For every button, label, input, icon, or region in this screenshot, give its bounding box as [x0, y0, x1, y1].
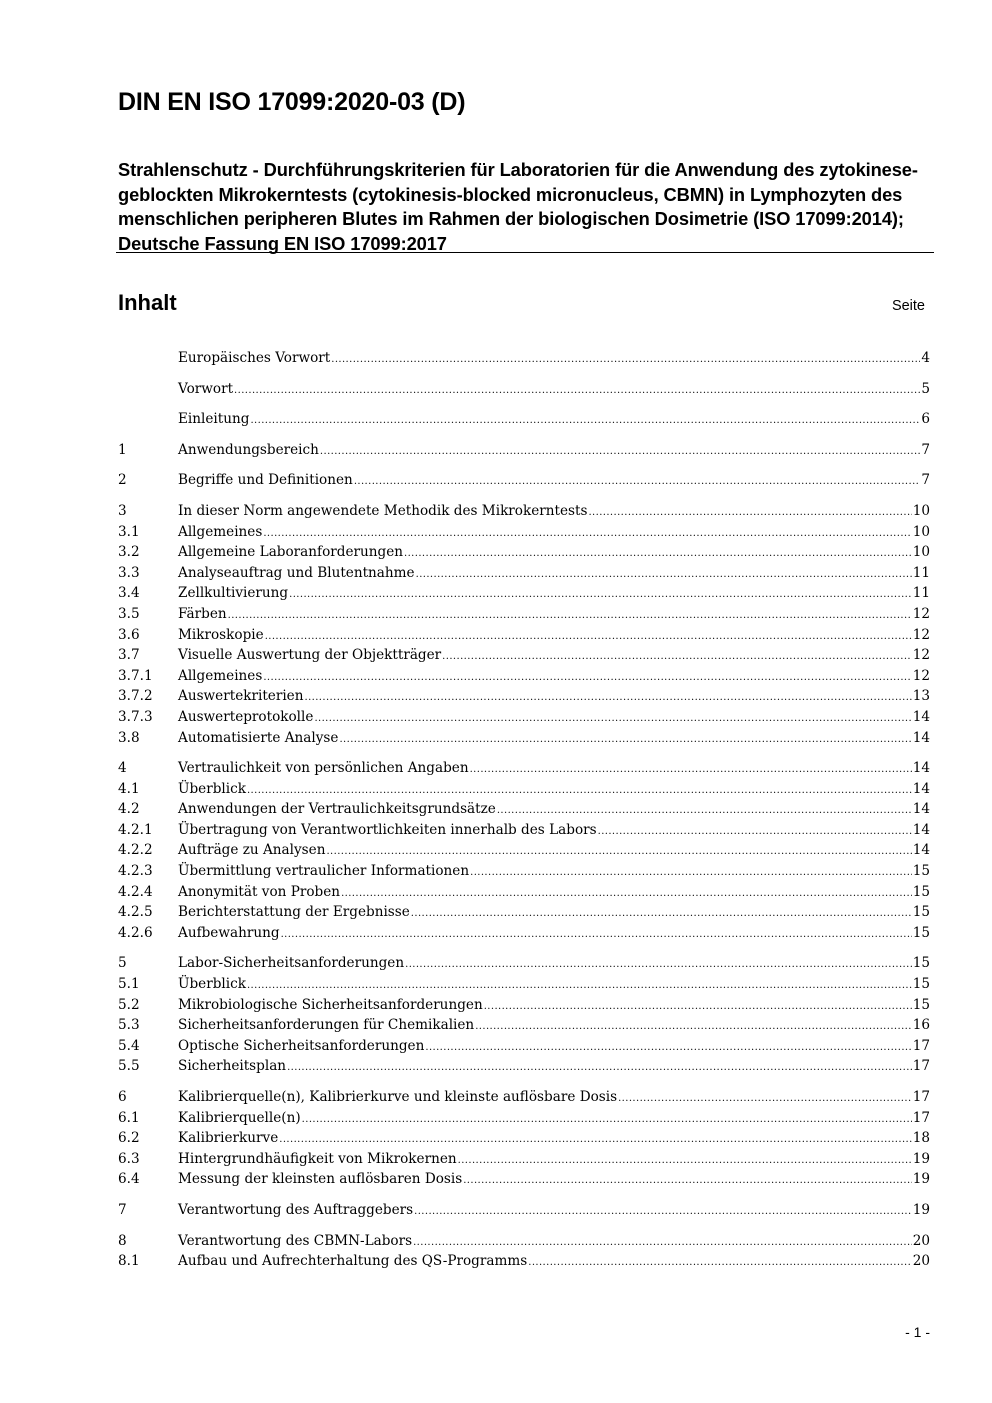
toc-entry[interactable]	[118, 666, 930, 687]
toc-entry-title: Labor-Sicherheitsanforderungen	[178, 955, 405, 972]
toc-entry-title: Verantwortung des Auftraggebers	[178, 1201, 414, 1218]
toc-entry[interactable]	[118, 1056, 930, 1077]
toc-entry-number: 3.8	[118, 729, 140, 746]
toc-entry-title: Kalibrierkurve	[178, 1130, 279, 1147]
toc-entry-number: 4.2.1	[118, 821, 153, 838]
toc-dot-leader	[588, 503, 911, 524]
toc-dot-leader	[341, 884, 912, 905]
toc-entry-page: 14	[912, 821, 930, 838]
toc-entry-number: 6.1	[118, 1109, 140, 1126]
toc-entry-number: 3.5	[118, 605, 140, 622]
document-title: Strahlenschutz - Durchführungskriterien für Laboratorien für die Anwendung des zytokinese-geblockten Mikrokerntests (cytokinesis-blocked micronucleus, CBMN) in Lymphozyten des menschlichen peripheren Blutes im Rahmen der biologischen Dosimetrie (ISO 17099:2014); Deutsche Fassung EN ISO 17099:2017	[118, 159, 918, 254]
toc-entry[interactable]	[118, 1169, 930, 1190]
toc-entry-page: 19	[912, 1201, 930, 1218]
toc-entry[interactable]	[118, 440, 930, 461]
toc-entry-number: 4.2.2	[118, 842, 153, 859]
toc-dot-leader	[416, 565, 912, 586]
toc-entry-page: 6	[921, 411, 930, 428]
toc-entry-title: Optische Sicherheitsanforderungen	[178, 1037, 425, 1054]
toc-entry-page: 7	[921, 472, 930, 489]
toc-entry-page: 15	[912, 863, 930, 880]
toc-entry[interactable]	[118, 501, 930, 522]
toc-entry-title: Zellkultivierung	[178, 585, 289, 602]
toc-entry[interactable]	[118, 974, 930, 995]
toc-entry-title: Visuelle Auswertung der Objektträger	[178, 647, 442, 664]
toc-entry-page: 11	[912, 564, 930, 581]
toc-entry-number: 5	[118, 955, 127, 972]
toc-entry-page: 12	[912, 626, 930, 643]
toc-entry-number: 4.2.5	[118, 904, 153, 921]
toc-entry-page: 20	[912, 1253, 930, 1270]
toc-entry-title: Aufträge zu Analysen	[178, 842, 326, 859]
toc-entry-title: Färben	[178, 605, 227, 622]
toc-entry-number: 7	[118, 1201, 127, 1218]
toc-entry-title: Sicherheitsplan	[178, 1058, 287, 1075]
toc-entry-title: Einleitung	[178, 411, 250, 428]
toc-entry-page: 14	[912, 801, 930, 818]
toc-entry-title: Automatisierte Analyse	[178, 729, 339, 746]
toc-entry-title: Hintergrundhäufigkeit von Mikrokernen	[178, 1150, 457, 1167]
toc-entry-page: 15	[912, 996, 930, 1013]
toc-dot-leader	[304, 688, 911, 709]
toc-dot-leader	[281, 925, 912, 946]
toc-entry[interactable]	[118, 861, 930, 882]
toc-entry-number: 4.2.6	[118, 924, 153, 941]
toc-dot-leader	[425, 1038, 911, 1059]
toc-dot-leader	[484, 997, 912, 1018]
toc-entry-title: Mikrobiologische Sicherheitsanforderungen	[178, 996, 483, 1013]
toc-entry-number: 5.4	[118, 1037, 140, 1054]
toc-entry[interactable]	[118, 1128, 930, 1149]
toc-entry[interactable]	[118, 1015, 930, 1036]
toc-entry[interactable]	[118, 542, 930, 563]
toc-entry-number: 6.4	[118, 1171, 140, 1188]
toc-entry-number: 4.2.3	[118, 863, 153, 880]
toc-entry-number: 3.3	[118, 564, 140, 581]
toc-entry[interactable]	[118, 625, 930, 646]
toc-entry[interactable]	[118, 409, 930, 430]
toc-entry-number: 8.1	[118, 1253, 140, 1270]
toc-entry-page: 16	[912, 1017, 930, 1034]
toc-entry-page: 4	[921, 350, 930, 366]
toc-dot-leader	[458, 1151, 912, 1172]
toc-entry-page: 7	[921, 441, 930, 458]
toc-entry-page: 10	[912, 502, 930, 519]
toc-entry-title: Kalibrierquelle(n)	[178, 1109, 301, 1126]
toc-entry-page: 15	[912, 904, 930, 921]
toc-entry-title: Überblick	[178, 976, 246, 993]
toc-entry-number: 3.7.2	[118, 688, 153, 705]
toc-entry[interactable]	[118, 348, 930, 369]
toc-entry-title: Anonymität von Proben	[178, 883, 341, 900]
toc-entry-title: Vorwort	[178, 380, 234, 397]
toc-dot-leader	[331, 350, 920, 371]
toc-entry-number: 2	[118, 472, 127, 489]
toc-entry-page: 19	[912, 1150, 930, 1167]
toc-entry[interactable]	[118, 995, 930, 1016]
toc-entry[interactable]	[118, 1087, 930, 1108]
toc-entry-number: 6	[118, 1089, 127, 1105]
toc-dot-leader	[442, 647, 912, 668]
toc-page-column-label: Seite	[891, 298, 925, 314]
toc-entry[interactable]	[118, 882, 930, 903]
toc-entry[interactable]	[118, 728, 930, 749]
toc-entry[interactable]	[118, 1231, 930, 1252]
toc-entry[interactable]	[118, 686, 930, 707]
toc-dot-leader	[265, 627, 912, 648]
toc-entry[interactable]	[118, 923, 930, 944]
toc-entry-page: 17	[912, 1058, 930, 1075]
toc-entry-page: 12	[912, 667, 930, 684]
toc-entry[interactable]	[118, 1200, 930, 1221]
toc-dot-leader	[289, 585, 912, 606]
toc-dot-leader	[413, 1233, 912, 1254]
toc-dot-leader	[247, 781, 912, 802]
toc-dot-leader	[320, 442, 920, 463]
toc-entry-number: 3.7.1	[118, 667, 153, 684]
toc-entry-number: 3.6	[118, 626, 140, 643]
toc-entry-number: 6.2	[118, 1130, 140, 1147]
toc-entry-number: 1	[118, 441, 127, 458]
toc-entry[interactable]	[118, 604, 930, 625]
toc-entry-title: Verantwortung des CBMN-Labors	[178, 1232, 413, 1249]
toc-dot-leader	[470, 760, 912, 781]
toc-entry-page: 12	[912, 647, 930, 664]
toc-heading: Inhalt	[118, 290, 177, 315]
toc-dot-leader	[326, 842, 911, 863]
document-id: DIN EN ISO 17099:2020-03 (D)	[118, 88, 466, 116]
toc-entry-title: Aufbau und Aufrechterhaltung des QS-Programms	[178, 1253, 528, 1270]
toc-dot-leader	[314, 709, 911, 730]
toc-entry-page: 5	[921, 380, 930, 397]
toc-entry[interactable]	[118, 840, 930, 861]
toc-dot-leader	[528, 1253, 911, 1274]
toc-entry-title: Europäisches Vorwort	[178, 350, 331, 366]
toc-entry-number: 6.3	[118, 1150, 140, 1167]
toc-dot-leader	[354, 472, 921, 493]
toc-entry-page: 17	[912, 1037, 930, 1054]
toc-entry-number: 5.2	[118, 996, 140, 1013]
toc-dot-leader	[234, 381, 920, 402]
toc-dot-leader	[405, 955, 912, 976]
toc-entry-number: 3.2	[118, 544, 140, 561]
toc-entry-title: Auswerteprotokolle	[178, 708, 314, 725]
toc-entry[interactable]	[118, 1251, 930, 1272]
toc-dot-leader	[263, 524, 911, 545]
toc-entry-number: 5.1	[118, 976, 140, 993]
toc-entry-page: 10	[912, 523, 930, 540]
toc-entry-title: Kalibrierquelle(n), Kalibrierkurve und kleinste auflösbare Dosis	[178, 1089, 618, 1105]
toc-dot-leader	[287, 1058, 912, 1079]
toc-entry[interactable]	[118, 522, 930, 543]
toc-dot-leader	[497, 801, 912, 822]
toc-dot-leader	[404, 544, 912, 565]
toc-entry-page: 15	[912, 883, 930, 900]
toc-entry-title: Berichterstattung der Ergebnisse	[178, 904, 410, 921]
toc-entry-title: Messung der kleinsten auflösbaren Dosis	[178, 1171, 463, 1188]
toc-entry-page: 14	[912, 760, 930, 777]
toc-entry-title: Übertragung von Verantwortlichkeiten innerhalb des Labors	[178, 821, 597, 838]
toc-entry-page: 13	[912, 688, 930, 705]
toc-entry-title: Mikroskopie	[178, 626, 264, 643]
toc-dot-leader	[339, 730, 911, 751]
toc-entry-title: Allgemeines	[178, 523, 263, 540]
toc-entry-number: 4	[118, 760, 127, 777]
toc-entry[interactable]	[118, 645, 930, 666]
toc-entry-number: 4.1	[118, 780, 140, 797]
toc-dot-leader	[618, 1089, 912, 1110]
page-number: - 1 -	[905, 1324, 930, 1340]
toc-entry-number: 3.4	[118, 585, 140, 602]
toc-entry-page: 12	[912, 605, 930, 622]
toc-entry-number: 8	[118, 1232, 127, 1249]
toc-entry[interactable]	[118, 583, 930, 604]
toc-entry-number: 5.3	[118, 1017, 140, 1034]
toc-entry-title: In dieser Norm angewendete Methodik des Mikrokerntests	[178, 502, 588, 519]
toc-entry-title: Anwendungen der Vertraulichkeitsgrundsätze	[178, 801, 496, 818]
toc-dot-leader	[463, 1171, 911, 1192]
title-divider	[116, 252, 934, 253]
toc-entry-page: 17	[912, 1109, 930, 1126]
toc-entry[interactable]	[118, 902, 930, 923]
toc-entry-page: 20	[912, 1232, 930, 1249]
toc-dot-leader	[475, 1017, 911, 1038]
toc-entry-title: Anwendungsbereich	[178, 441, 319, 458]
toc-entry-page: 15	[912, 924, 930, 941]
toc-dot-leader	[279, 1130, 911, 1151]
toc-dot-leader	[470, 863, 912, 884]
toc-entry-page: 19	[912, 1171, 930, 1188]
toc-dot-leader	[247, 976, 912, 997]
toc-entry-title: Sicherheitsanforderungen für Chemikalien	[178, 1017, 475, 1034]
toc-entry[interactable]	[118, 779, 930, 800]
toc-entry[interactable]	[118, 1036, 930, 1057]
toc-entry[interactable]	[118, 1108, 930, 1129]
toc-entry-title: Übermittlung vertraulicher Informationen	[178, 863, 470, 880]
toc-entry-number: 3	[118, 502, 127, 519]
toc-entry-title: Allgemeines	[178, 667, 263, 684]
toc-entry[interactable]	[118, 820, 930, 841]
toc-entry[interactable]	[118, 707, 930, 728]
toc-entry-number: 4.2.4	[118, 883, 153, 900]
toc-entry-number: 5.5	[118, 1058, 140, 1075]
toc-entry-title: Vertraulichkeit von persönlichen Angaben	[178, 760, 469, 777]
toc-dot-leader	[302, 1110, 912, 1131]
toc-entry-number: 3.1	[118, 523, 140, 540]
toc-entry-title: Auswertekriterien	[178, 688, 304, 705]
table-of-contents	[118, 348, 930, 1272]
toc-dot-leader	[263, 668, 911, 689]
toc-entry-page: 10	[912, 544, 930, 561]
toc-entry-page: 15	[912, 955, 930, 972]
toc-dot-leader	[411, 904, 912, 925]
toc-entry-page: 14	[912, 708, 930, 725]
toc-entry[interactable]	[118, 379, 930, 400]
toc-entry[interactable]	[118, 953, 930, 974]
toc-dot-leader	[414, 1202, 912, 1223]
toc-entry[interactable]	[118, 470, 930, 491]
toc-entry-page: 17	[912, 1089, 930, 1105]
toc-entry-page: 14	[912, 842, 930, 859]
toc-entry-page: 14	[912, 729, 930, 746]
toc-entry[interactable]	[118, 563, 930, 584]
toc-entry-number: 4.2	[118, 801, 140, 818]
toc-entry-page: 14	[912, 780, 930, 797]
toc-entry-title: Aufbewahrung	[178, 924, 280, 941]
toc-entry[interactable]	[118, 758, 930, 779]
toc-dot-leader	[228, 606, 912, 627]
toc-entry-page: 11	[912, 585, 930, 602]
toc-entry[interactable]	[118, 799, 930, 820]
toc-entry-title: Überblick	[178, 780, 246, 797]
toc-dot-leader	[250, 411, 920, 432]
toc-entry-page: 15	[912, 976, 930, 993]
toc-entry-page: 18	[912, 1130, 930, 1147]
toc-entry-title: Allgemeine Laboranforderungen	[178, 544, 404, 561]
toc-entry-number: 3.7	[118, 647, 140, 664]
toc-entry-title: Begriffe und Definitionen	[178, 472, 353, 489]
toc-entry[interactable]	[118, 1149, 930, 1170]
toc-entry-number: 3.7.3	[118, 708, 153, 725]
toc-entry-title: Analyseauftrag und Blutentnahme	[178, 564, 415, 581]
toc-dot-leader	[598, 822, 912, 843]
